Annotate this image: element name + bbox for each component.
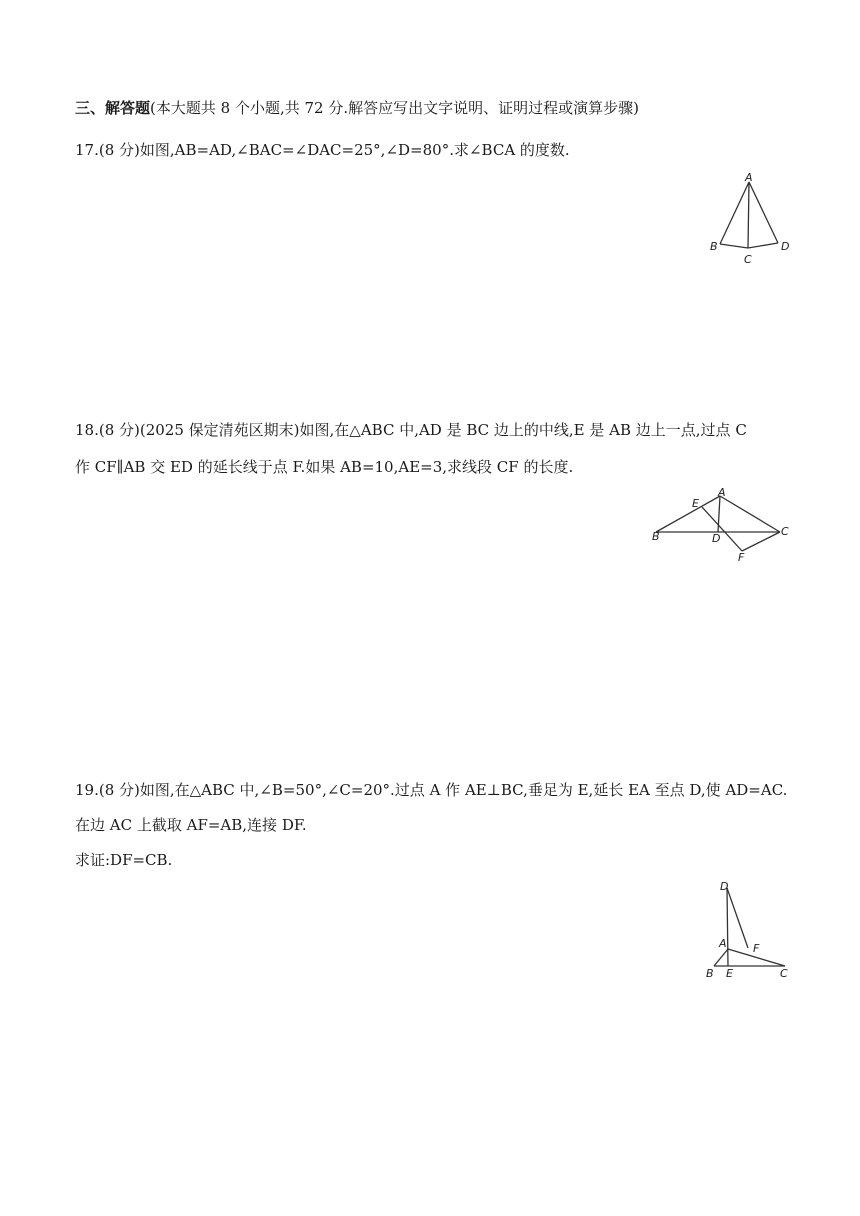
q18-text-line1: 18.(8 分)(2025 保定清苑区期末)如图,在△ABC 中,AD 是 BC 边上的中线,E 是 AB 边上一点,过点 C [75, 421, 747, 439]
q19-text-line2: 在边 AC 上截取 AF=AB,连接 DF. [75, 816, 307, 834]
q17-segment-bc [720, 244, 748, 248]
q19-segment-df [727, 888, 748, 948]
section-heading: 三、解答题 [75, 99, 151, 117]
q17-label-d: D [781, 240, 790, 253]
q19-segment-ba [714, 949, 728, 966]
q18-figure [650, 484, 800, 564]
q19-label-a: A [719, 937, 727, 950]
q19-segment-de [727, 888, 728, 966]
q19-label-e: E [726, 967, 733, 980]
q17-label-c: C [744, 253, 752, 266]
q17-triangle-lines [720, 182, 778, 248]
q19-label-f: F [753, 942, 760, 955]
q18-label-b: B [652, 530, 660, 543]
q19-label-b: B [706, 967, 714, 980]
q17-figure [706, 171, 796, 266]
q19-label-d: D [720, 880, 729, 893]
q17-segment-cd [748, 243, 778, 248]
q17-text: 17.(8 分)如图,AB=AD,∠BAC=∠DAC=25°,∠D=80°.求∠BCA 的度数. [75, 141, 570, 159]
q18-label-d: D [712, 532, 721, 545]
q18-segment-ef [702, 507, 742, 551]
q19-text-line3: 求证:DF=CB. [75, 851, 173, 869]
q18-text-line2: 作 CF∥AB 交 ED 的延长线于点 F.如果 AB=10,AE=3,求线段 CF 的长度. [75, 458, 574, 476]
section-header [75, 98, 639, 118]
q17-segment-ac [748, 182, 749, 248]
q18-label-e: E [692, 497, 699, 510]
q19-lines [714, 888, 785, 966]
q18-label-a: A [718, 486, 726, 499]
q17-segment-ad [749, 182, 778, 243]
q17-segment-ab [720, 182, 749, 244]
q18-segment-ac [720, 496, 780, 532]
q19-text-line1: 19.(8 分)如图,在△ABC 中,∠B=50°,∠C=20°.过点 A 作 AE⊥BC,垂足为 E,延长 EA 至点 D,使 AD=AC. [75, 781, 788, 799]
q19-label-c: C [780, 967, 788, 980]
q19-figure [700, 878, 800, 978]
section-note: (本大题共 8 个小题,共 72 分.解答应写出文字说明、证明过程或演算步骤) [150, 99, 639, 117]
q17-label-b: B [710, 240, 718, 253]
q18-label-f: F [738, 551, 745, 564]
q18-segment-fc [742, 532, 780, 551]
q18-label-c: C [781, 525, 789, 538]
q17-label-a: A [745, 171, 753, 184]
q18-segment-ba [656, 496, 720, 532]
